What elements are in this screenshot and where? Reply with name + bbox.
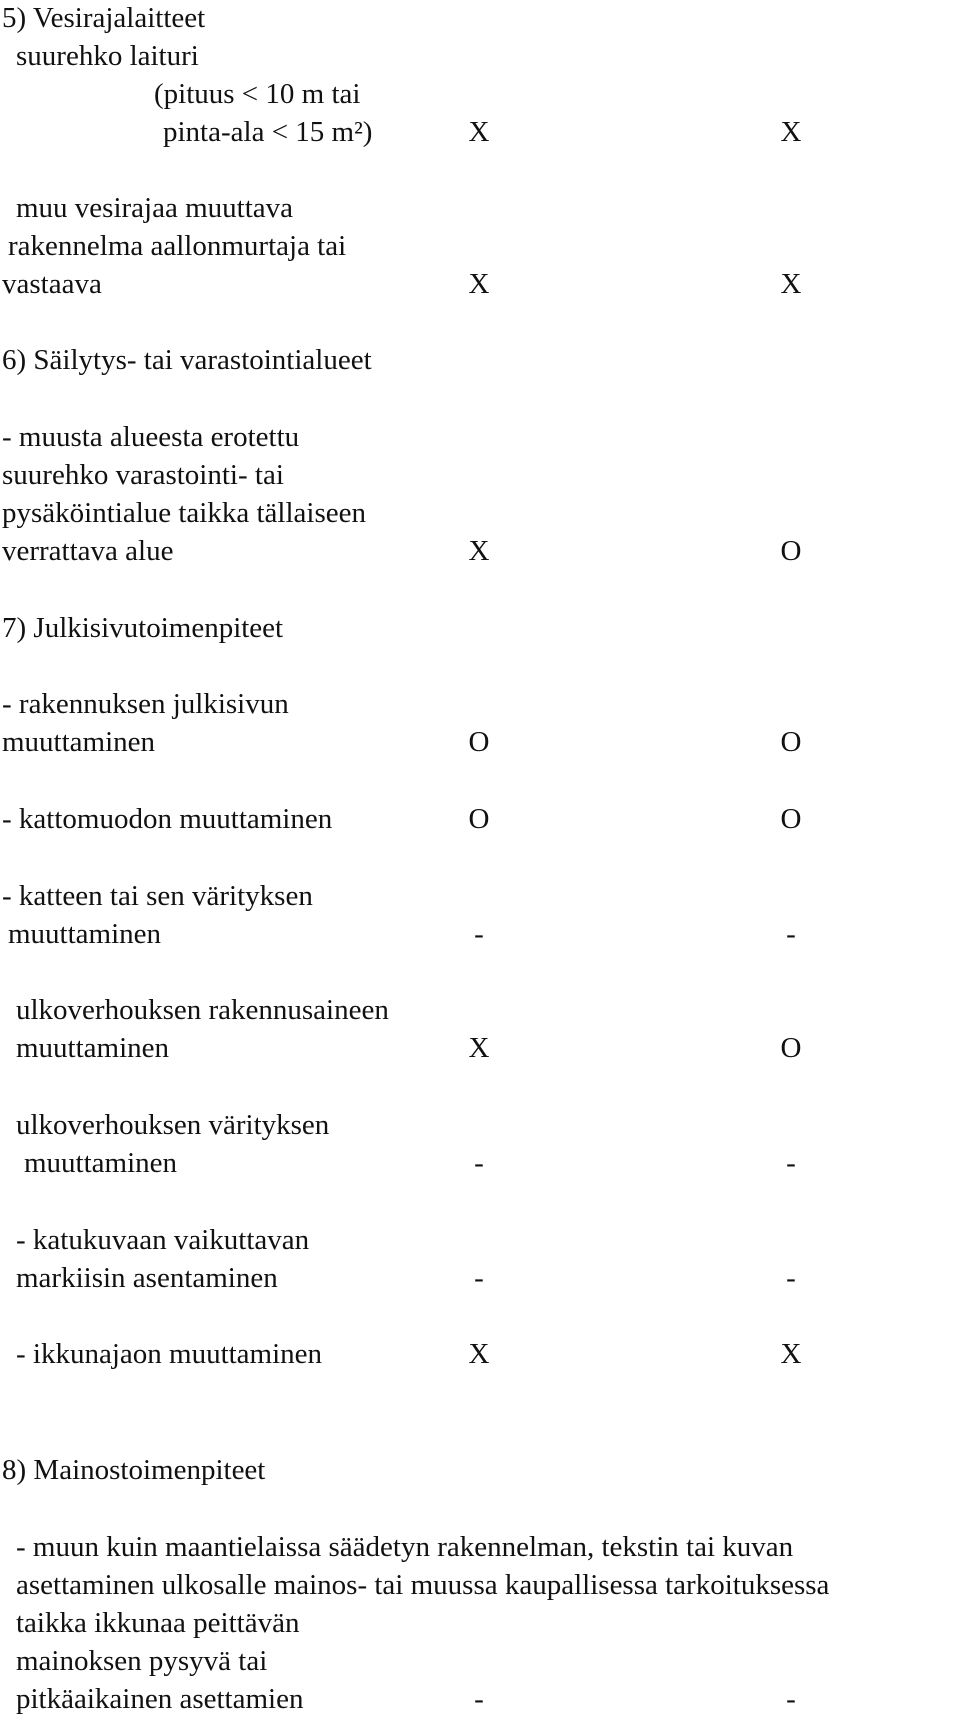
alue-line-1: - muusta alueesta erotettu bbox=[2, 421, 300, 453]
muu-mark-1: X bbox=[468, 268, 490, 300]
katteen-varitys-mark-2: - bbox=[786, 918, 796, 950]
julkisivu-mark-1: O bbox=[468, 726, 490, 758]
laituri-mark-1: X bbox=[468, 116, 490, 148]
section-7-heading: 7) Julkisivutoimenpiteet bbox=[2, 612, 284, 644]
alue-mark-2: O bbox=[780, 535, 802, 567]
ulkoverhous-aine-line-1: ulkoverhouksen rakennusaineen bbox=[16, 994, 389, 1026]
mainos-line-2: asettaminen ulkosalle mainos- tai muussa kaupallisessa tarkoituksessa bbox=[16, 1569, 830, 1601]
mainos-line-4: mainoksen pysyvä tai bbox=[16, 1645, 268, 1677]
alue-line-2: suurehko varastointi- tai bbox=[2, 459, 284, 491]
section-6-heading: 6) Säilytys- tai varastointialueet bbox=[2, 344, 372, 376]
mainos-line-3: taikka ikkunaa peittävän bbox=[16, 1607, 300, 1639]
alue-line-3: pysäköintialue taikka tällaiseen bbox=[2, 497, 366, 529]
ulkoverhous-aine-line-2: muuttaminen bbox=[16, 1032, 170, 1064]
laituri-line-2: (pituus < 10 m tai bbox=[154, 78, 361, 110]
ulkoverhous-varitys-line-2: muuttaminen bbox=[24, 1147, 178, 1179]
laituri-line-1: suurehko laituri bbox=[16, 40, 199, 72]
markiisi-mark-2: - bbox=[786, 1262, 796, 1294]
laituri-mark-2: X bbox=[780, 116, 802, 148]
ulkoverhous-varitys-mark-2: - bbox=[786, 1147, 796, 1179]
ulkoverhous-aine-mark-1: X bbox=[468, 1032, 490, 1064]
katteen-varitys-line-2: muuttaminen bbox=[8, 918, 162, 950]
mainos-line-1: - muun kuin maantielaissa säädetyn rakennelman, tekstin tai kuvan bbox=[16, 1531, 794, 1563]
kattomuoto-line-1: - kattomuodon muuttaminen bbox=[2, 803, 333, 835]
muu-line-3: vastaava bbox=[2, 268, 102, 300]
alue-line-4: verrattava alue bbox=[2, 535, 174, 567]
julkisivu-line-1: - rakennuksen julkisivun bbox=[2, 688, 289, 720]
katteen-varitys-mark-1: - bbox=[474, 918, 484, 950]
ikkunajako-mark-1: X bbox=[468, 1338, 490, 1370]
kattomuoto-mark-2: O bbox=[780, 803, 802, 835]
julkisivu-line-2: muuttaminen bbox=[2, 726, 156, 758]
markiisi-mark-1: - bbox=[474, 1262, 484, 1294]
ulkoverhous-varitys-mark-1: - bbox=[474, 1147, 484, 1179]
markiisi-line-2: markiisin asentaminen bbox=[16, 1262, 278, 1294]
section-8-heading: 8) Mainostoimenpiteet bbox=[2, 1454, 266, 1486]
ikkunajako-mark-2: X bbox=[780, 1338, 802, 1370]
ikkunajako-line-1: - ikkunajaon muuttaminen bbox=[16, 1338, 323, 1370]
mainos-mark-2: - bbox=[786, 1683, 796, 1715]
ulkoverhous-aine-mark-2: O bbox=[780, 1032, 802, 1064]
muu-line-2: rakennelma aallonmurtaja tai bbox=[8, 230, 347, 262]
mainos-mark-1: - bbox=[474, 1683, 484, 1715]
alue-mark-1: X bbox=[468, 535, 490, 567]
section-5-heading: 5) Vesirajalaitteet bbox=[2, 2, 206, 34]
mainos-line-5: pitkäaikainen asettamien bbox=[16, 1683, 304, 1715]
katteen-varitys-line-1: - katteen tai sen värityksen bbox=[2, 880, 313, 912]
kattomuoto-mark-1: O bbox=[468, 803, 490, 835]
markiisi-line-1: - katukuvaan vaikuttavan bbox=[16, 1224, 310, 1256]
laituri-line-3: pinta-ala < 15 m²) bbox=[163, 116, 373, 148]
muu-line-1: muu vesirajaa muuttava bbox=[16, 192, 294, 224]
muu-mark-2: X bbox=[780, 268, 802, 300]
julkisivu-mark-2: O bbox=[780, 726, 802, 758]
ulkoverhous-varitys-line-1: ulkoverhouksen värityksen bbox=[16, 1109, 330, 1141]
